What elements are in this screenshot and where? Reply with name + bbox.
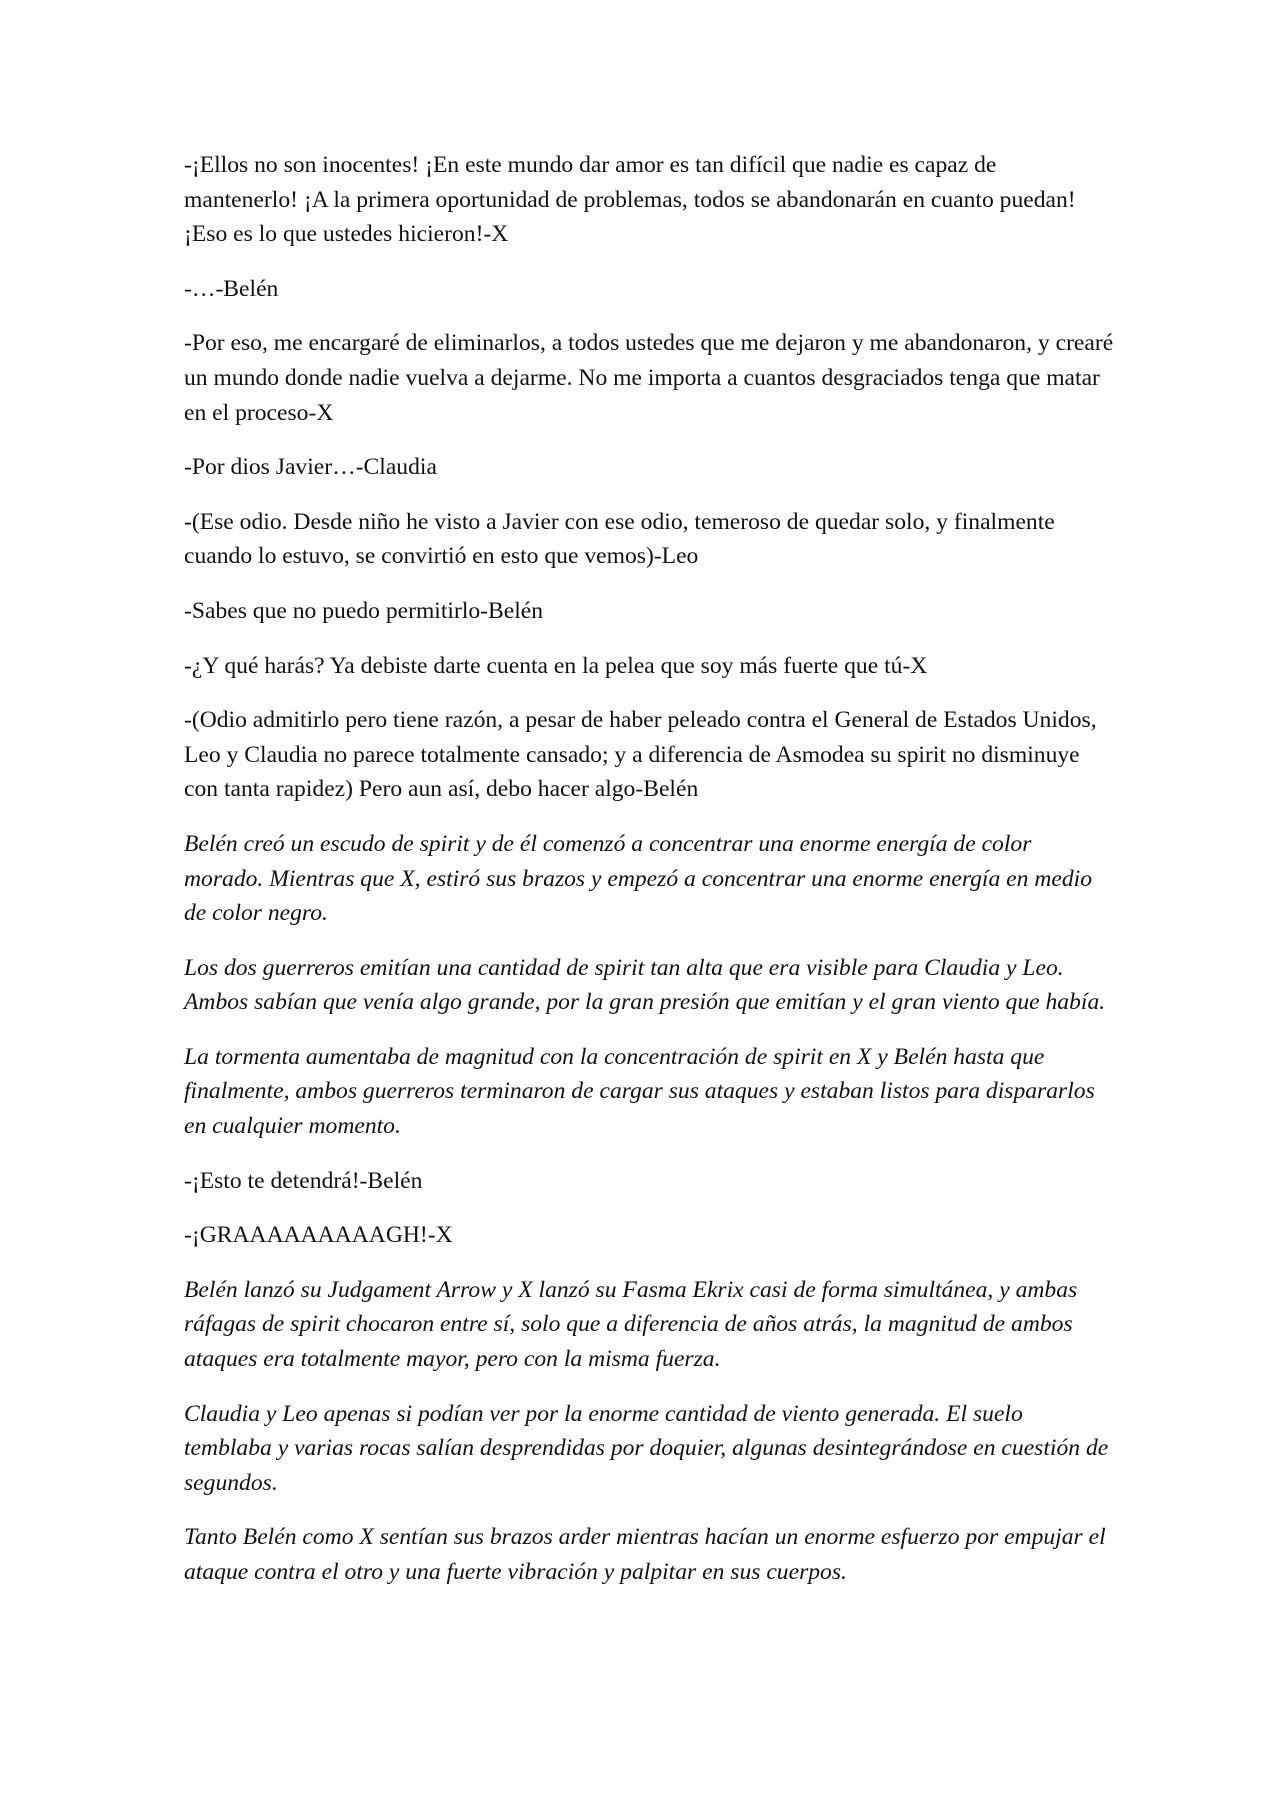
narration-paragraph: Tanto Belén como X sentían sus brazos arder mientras hacían un enorme esfuerzo por empujar el ataque contra el otro y una fuerte vibración y palpitar en sus cuerpos. xyxy=(184,1524,1106,1585)
narration-paragraph: La tormenta aumentaba de magnitud con la concentración de spirit en X y Belén hasta que finalmente, ambos guerreros terminaron de cargar sus ataques y estaban listos para dispararlos en cualquier momento. xyxy=(184,1043,1095,1140)
dialogue-paragraph: -Sabes que no puedo permitirlo-Belén xyxy=(184,597,544,624)
dialogue-paragraph: -¿Y qué harás? Ya debiste darte cuenta en la pelea que soy más fuerte que tú-X xyxy=(184,652,928,679)
dialogue-paragraph: -(Odio admitirlo pero tiene razón, a pesar de haber peleado contra el General de Estados Unidos, Leo y Claudia no parece totalmente cansado; y a diferencia de Asmodea su spirit no disminuye con tanta rapidez) Pero aun así, debo hacer algo-Belén xyxy=(184,707,1097,803)
dialogue-paragraph: -…-Belén xyxy=(184,275,279,302)
dialogue-paragraph: -(Ese odio. Desde niño he visto a Javier con ese odio, temeroso de quedar solo, y finalmente cuando lo estuvo, se convirtió en esto que vemos)-Leo xyxy=(184,508,1055,570)
narration-paragraph: Belén creó un escudo de spirit y de él comenzó a concentrar una enorme energía de color morado. Mientras que X, estiró sus brazos y empezó a concentrar una enorme energía en medio de color negro. xyxy=(184,830,1093,927)
narration-paragraph: Los dos guerreros emitían una cantidad de spirit tan alta que era visible para Claudia y Leo. Ambos sabían que venía algo grande, por la gran presión que emitían y el gran viento que había. xyxy=(184,954,1106,1016)
dialogue-paragraph: -Por dios Javier…-Claudia xyxy=(184,454,437,481)
dialogue-paragraph: -¡Esto te detendrá!-Belén xyxy=(184,1167,423,1194)
narration-paragraph: Claudia y Leo apenas si podían ver por la enorme cantidad de viento generada. El suelo temblaba y varias rocas salían desprendidas por doquier, algunas desintegrándose en cuestión de segundos. xyxy=(184,1400,1109,1496)
dialogue-paragraph: -¡Ellos no son inocentes! ¡En este mundo dar amor es tan difícil que nadie es capaz de mantenerlo! ¡A la primera oportunidad de problemas, todos se abandonarán en cuanto puedan! ¡Eso es lo que ustedes hicieron!-X xyxy=(184,152,1076,248)
document-body xyxy=(184,148,1114,1610)
dialogue-paragraph: -Por eso, me encargaré de eliminarlos, a todos ustedes que me dejaron y me abandonaron, y crearé un mundo donde nadie vuelva a dejarme. No me importa a cuantos desgraciados tenga que matar en el proceso-X xyxy=(184,330,1114,426)
dialogue-paragraph: -¡GRAAAAAAAAAGH!-X xyxy=(184,1222,453,1249)
narration-paragraph: Belén lanzó su Judgament Arrow y X lanzó su Fasma Ekrix casi de forma simultánea, y ambas ráfagas de spirit chocaron entre sí, solo que a diferencia de años atrás, la magnitud de ambos ataques era totalmente mayor, pero con la misma fuerza. xyxy=(184,1276,1078,1373)
